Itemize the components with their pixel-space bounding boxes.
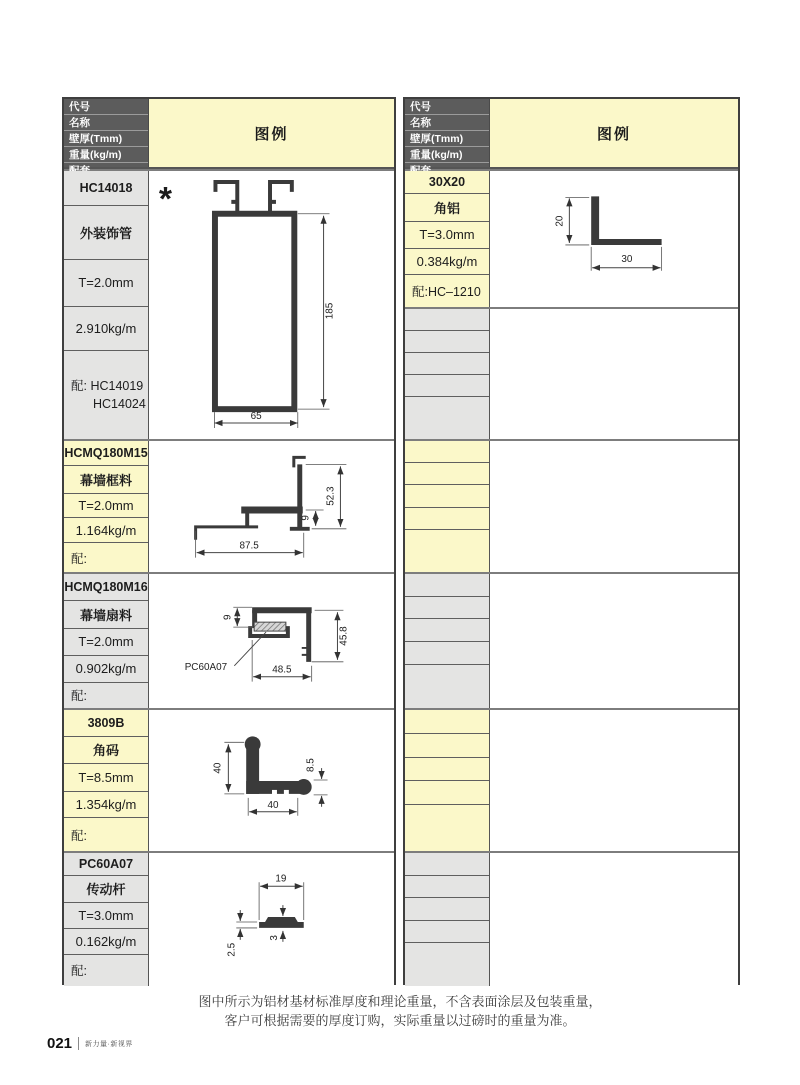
profile-match: 配: xyxy=(64,818,148,851)
empty-drawing-cell xyxy=(490,574,738,708)
profile-code: 30X20 xyxy=(405,171,489,194)
empty-drawing-cell xyxy=(490,710,738,851)
footnote-line-2: 客户可根据需要的厚度订购，实际重量以过磅时的重量为准。 xyxy=(224,1012,576,1028)
profile-drawing-hc14018 xyxy=(149,171,394,439)
serration-notch xyxy=(284,790,289,795)
header-row-thickness: 壁厚(Tmm) xyxy=(64,131,148,147)
dim-label-left: 2.5 xyxy=(226,942,238,957)
dim-label-top: 9 xyxy=(222,614,234,620)
profile-weight: 2.910kg/m xyxy=(64,307,148,351)
profile-weight: 1.164kg/m xyxy=(64,518,148,543)
profile-weight: 0.902kg/m xyxy=(64,656,148,683)
profile-thickness: T=2.0mm xyxy=(64,629,148,656)
angle-shape xyxy=(591,196,661,245)
page-number: 021 xyxy=(47,1035,73,1052)
legend-header: 图例 xyxy=(490,99,738,167)
empty-drawing-cell xyxy=(490,309,738,439)
profile-match: 配:HC–1210 xyxy=(405,275,489,307)
top-hook-right xyxy=(270,182,292,214)
profile-name: 幕墙框料 xyxy=(64,466,148,494)
dim-label-height: 185 xyxy=(324,302,336,320)
header-row-code: 代号 xyxy=(64,99,148,115)
profile-match: 配: xyxy=(64,543,148,572)
asterisk-marker: * xyxy=(158,179,173,218)
dim-label-vertical: 40 xyxy=(212,762,224,774)
gasket-insert xyxy=(254,622,286,631)
profile-drawing-hcmq180m16 xyxy=(149,574,394,708)
serration-notch xyxy=(272,790,277,795)
profile-drawing-hcmq180m15 xyxy=(149,441,394,572)
profile-drawing-svg xyxy=(149,574,394,708)
profile-code: PC60A07 xyxy=(64,853,148,876)
profile-match: 配: xyxy=(64,955,148,986)
profile-section-hcmq180m16 xyxy=(64,572,394,708)
profile-match: 配: HC14019 HC14024 xyxy=(64,351,148,439)
dim-label-height: 52.3 xyxy=(325,486,337,506)
table-header xyxy=(64,99,394,169)
profile-code: 3809B xyxy=(64,710,148,737)
table-header xyxy=(405,99,738,169)
empty-drawing-cell xyxy=(490,441,738,572)
profile-name: 传动杆 xyxy=(64,876,148,903)
dim-label-height: 45.8 xyxy=(338,626,350,646)
profile-section-3809b xyxy=(64,708,394,851)
dim-label-horizontal: 40 xyxy=(267,799,279,811)
dim-label-width: 19 xyxy=(275,873,287,885)
leader-label: PC60A07 xyxy=(184,661,228,673)
profile-name: 角码 xyxy=(64,737,148,764)
header-row-weight: 重量(kg/m) xyxy=(405,147,489,163)
header-row-weight: 重量(kg/m) xyxy=(64,147,148,163)
empty-profile-section xyxy=(405,572,738,708)
profile-drawing-svg xyxy=(149,710,394,851)
profile-thickness: T=3.0mm xyxy=(405,222,489,249)
profile-drawing-pc60a07 xyxy=(149,853,394,986)
profile-code: HCMQ180M16 xyxy=(64,574,148,601)
footer-slogan: 新力量·新视界 xyxy=(85,1040,133,1048)
profile-weight: 1.354kg/m xyxy=(64,792,148,819)
tube-outline xyxy=(215,214,294,409)
footnote xyxy=(0,993,800,1031)
profile-name: 角铝 xyxy=(405,194,489,222)
empty-profile-section xyxy=(405,851,738,986)
dim-label-mid: 3 xyxy=(268,935,280,941)
profile-thickness: T=2.0mm xyxy=(64,260,148,307)
drive-bar-shape xyxy=(259,917,304,928)
profile-section-hcmq180m15 xyxy=(64,439,394,572)
profile-section-pc60a07 xyxy=(64,851,394,986)
dim-label-thickness: 8.5 xyxy=(305,758,317,773)
profile-drawing-30x20 xyxy=(490,171,738,307)
profile-table-left xyxy=(62,97,396,985)
header-row-thickness: 壁厚(Tmm) xyxy=(405,131,489,147)
empty-drawing-cell xyxy=(490,853,738,986)
dim-label-horizontal: 30 xyxy=(621,253,633,265)
header-label-column xyxy=(405,99,490,167)
profile-table-right xyxy=(403,97,740,985)
empty-profile-section xyxy=(405,439,738,572)
profile-name: 幕墙扇料 xyxy=(64,601,148,629)
profile-code: HCMQ180M15 xyxy=(64,441,148,466)
header-row-name: 名称 xyxy=(64,115,148,131)
legend-header: 图例 xyxy=(149,99,394,167)
footer-divider xyxy=(78,1037,79,1050)
top-hook-left xyxy=(215,182,237,214)
page-footer xyxy=(47,1035,133,1052)
profile-drawing-svg xyxy=(149,171,394,439)
header-row-name: 名称 xyxy=(405,115,489,131)
profile-weight: 0.162kg/m xyxy=(64,929,148,955)
profile-thickness: T=3.0mm xyxy=(64,903,148,930)
profile-drawing-svg xyxy=(149,853,394,986)
bottom-leg xyxy=(196,527,258,540)
empty-profile-section xyxy=(405,307,738,439)
header-row-code: 代号 xyxy=(405,99,489,115)
profile-section-30x20 xyxy=(405,169,738,307)
profile-section-hc14018 xyxy=(64,169,394,439)
profile-drawing-svg xyxy=(490,171,738,307)
profile-drawing-3809b xyxy=(149,710,394,851)
profile-code: HC14018 xyxy=(64,171,148,206)
dim-label-vertical: 20 xyxy=(554,215,566,227)
dim-label-width: 65 xyxy=(250,411,262,423)
profile-weight: 0.384kg/m xyxy=(405,249,489,276)
profile-match: 配: xyxy=(64,683,148,708)
profile-name: 外装饰管 xyxy=(64,206,148,260)
dim-label-width: 48.5 xyxy=(272,664,292,676)
dim-label-width: 87.5 xyxy=(239,540,259,552)
profile-thickness: T=2.0mm xyxy=(64,494,148,519)
footnote-line-1: 图中所示为铝材基材标准厚度和理论重量，不含表面涂层及包装重量， xyxy=(198,994,602,1009)
profile-drawing-svg xyxy=(149,441,394,572)
empty-profile-section xyxy=(405,708,738,851)
dim-label-web: 9 xyxy=(300,515,312,521)
profile-thickness: T=8.5mm xyxy=(64,764,148,792)
header-label-column xyxy=(64,99,149,167)
